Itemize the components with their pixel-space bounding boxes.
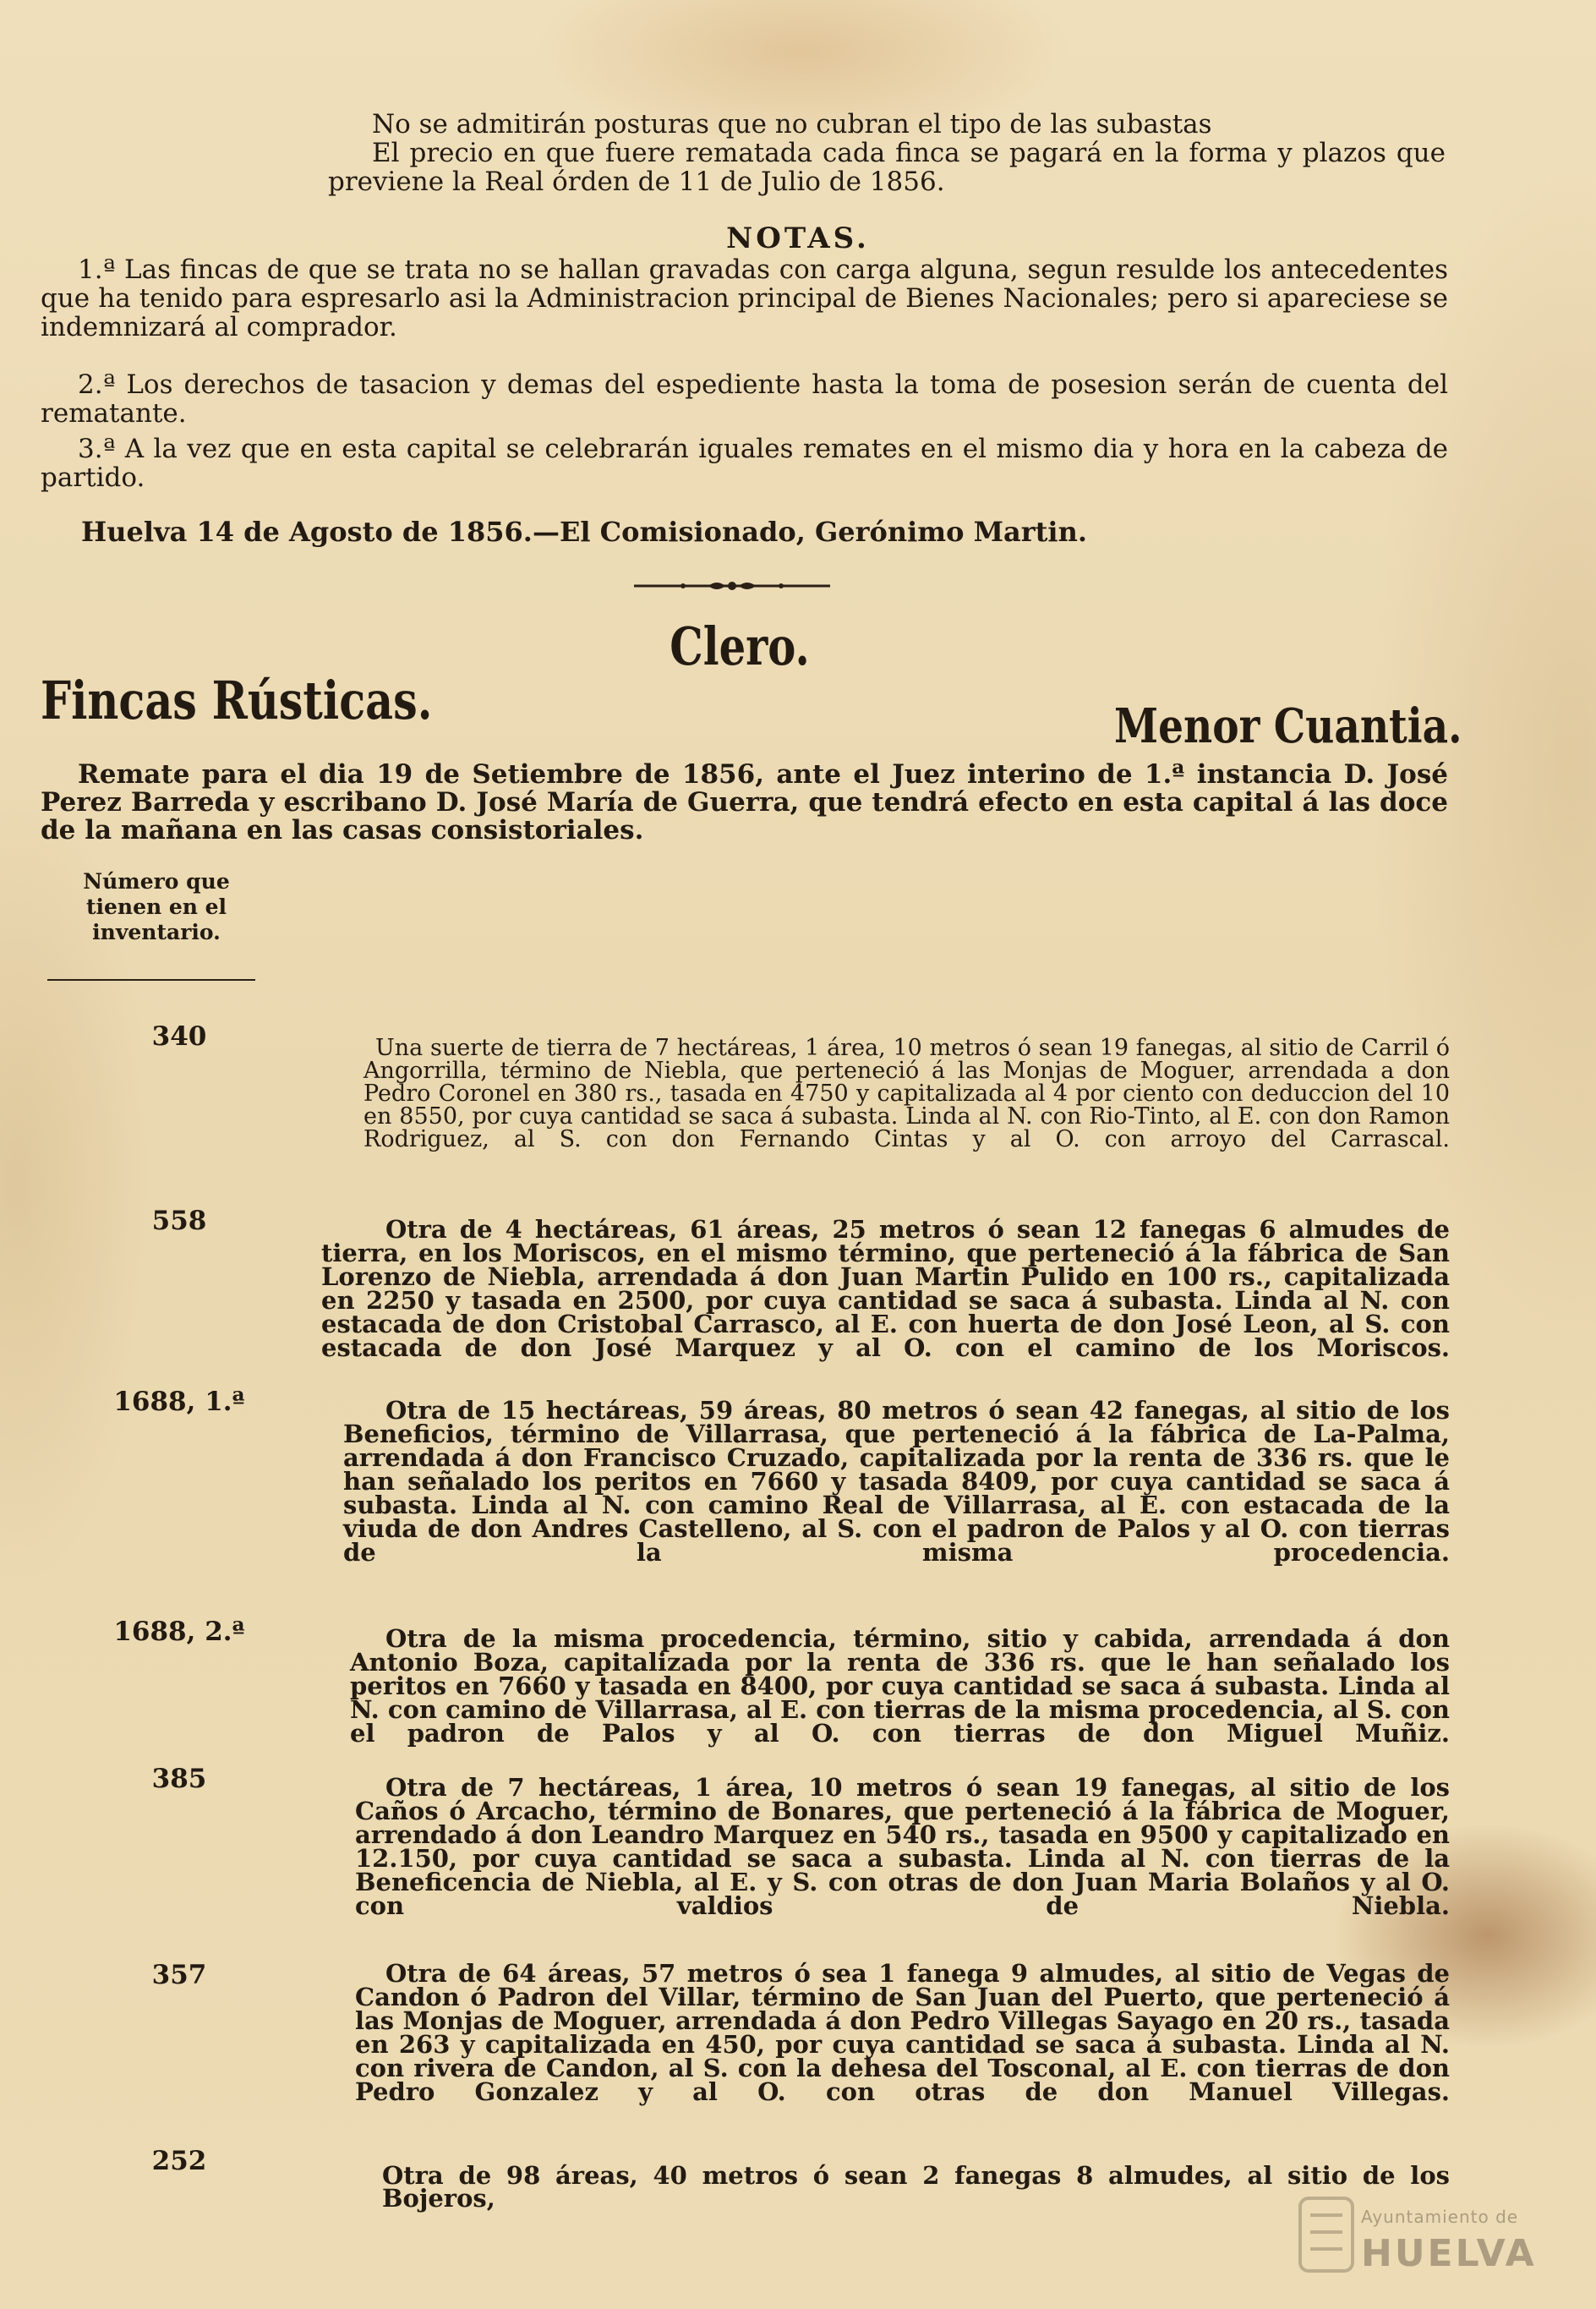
remate-paragraph: Remate para el dia 19 de Setiembre de 1856, ante el Juez interino de 1.ª instancia D. José Perez Barreda y escribano D. José María de Guerra, que tendrá efecto en esta capital á las doce de la mañana en las casas consistoriales.	[41, 759, 1448, 845]
entry-text: Otra de 4 hectáreas, 61 áreas, 25 metros ó sean 12 fanegas 6 almudes de tierra, en los Moriscos, en el mismo término, que perteneció á la fábrica de San Lorenzo de Niebla, arrendada á don Juan Martin Pulido en 100 rs., capitalizada en 2250 y tasada en 2500, por cuya cantidad se saca á subasta. Linda al N. con estacada de don Cristobal Carrasco, al E. con huerta de don José Leon, al S. con estacada de don José Marquez y al O. con el camino de los Moriscos.	[321, 1215, 1450, 1362]
nota-2: 2.ª Los derechos de tasacion y demas del espediente hasta la toma de posesion serán de cuenta del rematante.	[41, 369, 1448, 429]
section-title: Clero.	[670, 616, 810, 677]
ornament-divider	[632, 580, 832, 592]
entry-number: 340	[151, 1021, 207, 1052]
entry-text: Una suerte de tierra de 7 hectáreas, 1 área, 10 metros ó sean 19 fanegas, al sitio de Carril ó Angorrilla, término de Niebla, que perteneció á las Monjas de Moguer, arrendada a don Pedro Coronel en 380 rs., tasada en 4750 y capitalizada al 4 por ciento con deduccion del 10 en 8550, por cuya cantidad se saca á subasta. Linda al N. con Rio-Tinto, al E. con don Ramon Rodriguez, al S. con don Fernando Cintas y al O. con arroyo del Carrascal.	[363, 1035, 1450, 1152]
intro-line-1: No se admitirán posturas que no cubran el tipo de las subastas	[372, 109, 1212, 140]
nota-3: 3.ª A la vez que en esta capital se celebrarán iguales remates en el mismo dia y hora en la cabeza de partido.	[41, 434, 1448, 493]
entry-text: Otra de 15 hectáreas, 59 áreas, 80 metros ó sean 42 fanegas, al sitio de los Beneficios, término de Villarrasa, que perteneció á la fábrica de La-Palma, arrendada á don Francisco Cruzado, capitalizada por la renta de 336 rs. que le han señalado los peritos en 7660 y tasada 8409, por cuya cantidad se saca á subasta. Linda al N. con camino Real de Villarrasa, al E. con estacada de la viuda de don Andres Castelleno, al S. con el padron de Palos y al O. con tierras de la misma procedencia.	[343, 1396, 1450, 1567]
watermark-small: Ayuntamiento de	[1361, 2207, 1519, 2227]
column-header: Número que tienen en el inventario.	[83, 869, 230, 944]
fincas-rusticas-heading: Fincas Rústicas.	[41, 670, 433, 731]
entry-text: Otra de 64 áreas, 57 metros ó sea 1 fanega 9 almudes, al sitio de Vegas de Candon ó Padron del Villar, término de San Juan del Puerto, que perteneció á las Monjas de Moguer, arrendada á don Pedro Villegas Sayago en 20 rs., tasada en 263 y capitalizada en 450, por cuya cantidad se saca á subasta. Linda al N. con rivera de Candon, al S. con la dehesa del Tosconal, al E. con tierras de don Pedro Gonzalez y al O. con otras de don Manuel Villegas.	[355, 1959, 1450, 2106]
nota-1: 1.ª Las fincas de que se trata no se hallan gravadas con carga alguna, segun resulde los antecedentes que ha tenido para espresarlo asi la Administracion principal de Bienes Nacionales; pero si apareciese se indemnizará al comprador.	[41, 254, 1448, 342]
signature-line: Huelva 14 de Agosto de 1856.—El Comisionado, Gerónimo Martin.	[81, 516, 1087, 548]
entry-number: 1688, 1.ª	[113, 1387, 245, 1417]
entry-number: 558	[151, 1206, 207, 1236]
menor-cuantia-heading: Menor Cuantia.	[1114, 698, 1462, 754]
entry-number: 252	[151, 2146, 207, 2176]
entry-text: Otra de 7 hectáreas, 1 área, 10 metros ó sean 19 fanegas, al sitio de los Caños ó Arcacho, término de Bonares, que perteneció á la fábrica de Moguer, arrendado á don Leandro Marquez en 540 rs., tasada en 9500 y capitalizado en 12.150, por cuya cantidad se saca a subasta. Linda al N. con tierras de la Beneficencia de Niebla, al E. y S. con otras de don Juan Maria Bolaños y al O. con valdios de Niebla.	[355, 1773, 1450, 1920]
entry-number: 385	[151, 1764, 207, 1794]
entry-number: 1688, 2.ª	[113, 1617, 245, 1647]
intro-line-2: El precio en que fuere rematada cada finca se pagará en la forma y plazos que previene la Real órden de 11 de Julio de 1856.	[328, 138, 1446, 197]
entry-text: Otra de la misma procedencia, término, sitio y cabida, arrendada á don Antonio Boza, capitalizada por la renta de 336 rs. que le han señalado los peritos en 7660 y tasada en 8400, por cuya cantidad se saca á subasta. Linda al N. con camino de Villarrasa, al E. con tierras de la misma procedencia, al S. con el padron de Palos y al O. con tierras de don Miguel Muñiz.	[350, 1624, 1450, 1748]
notas-heading: NOTAS.	[726, 222, 870, 255]
watermark-huelva: HUELVA	[1361, 2232, 1537, 2275]
column-header-rule	[47, 979, 255, 981]
entry-number: 357	[151, 1960, 207, 1990]
entry-text: Otra de 98 áreas, 40 metros ó sean 2 fanegas 8 almudes, al sitio de los Bojeros,	[382, 2161, 1450, 2213]
